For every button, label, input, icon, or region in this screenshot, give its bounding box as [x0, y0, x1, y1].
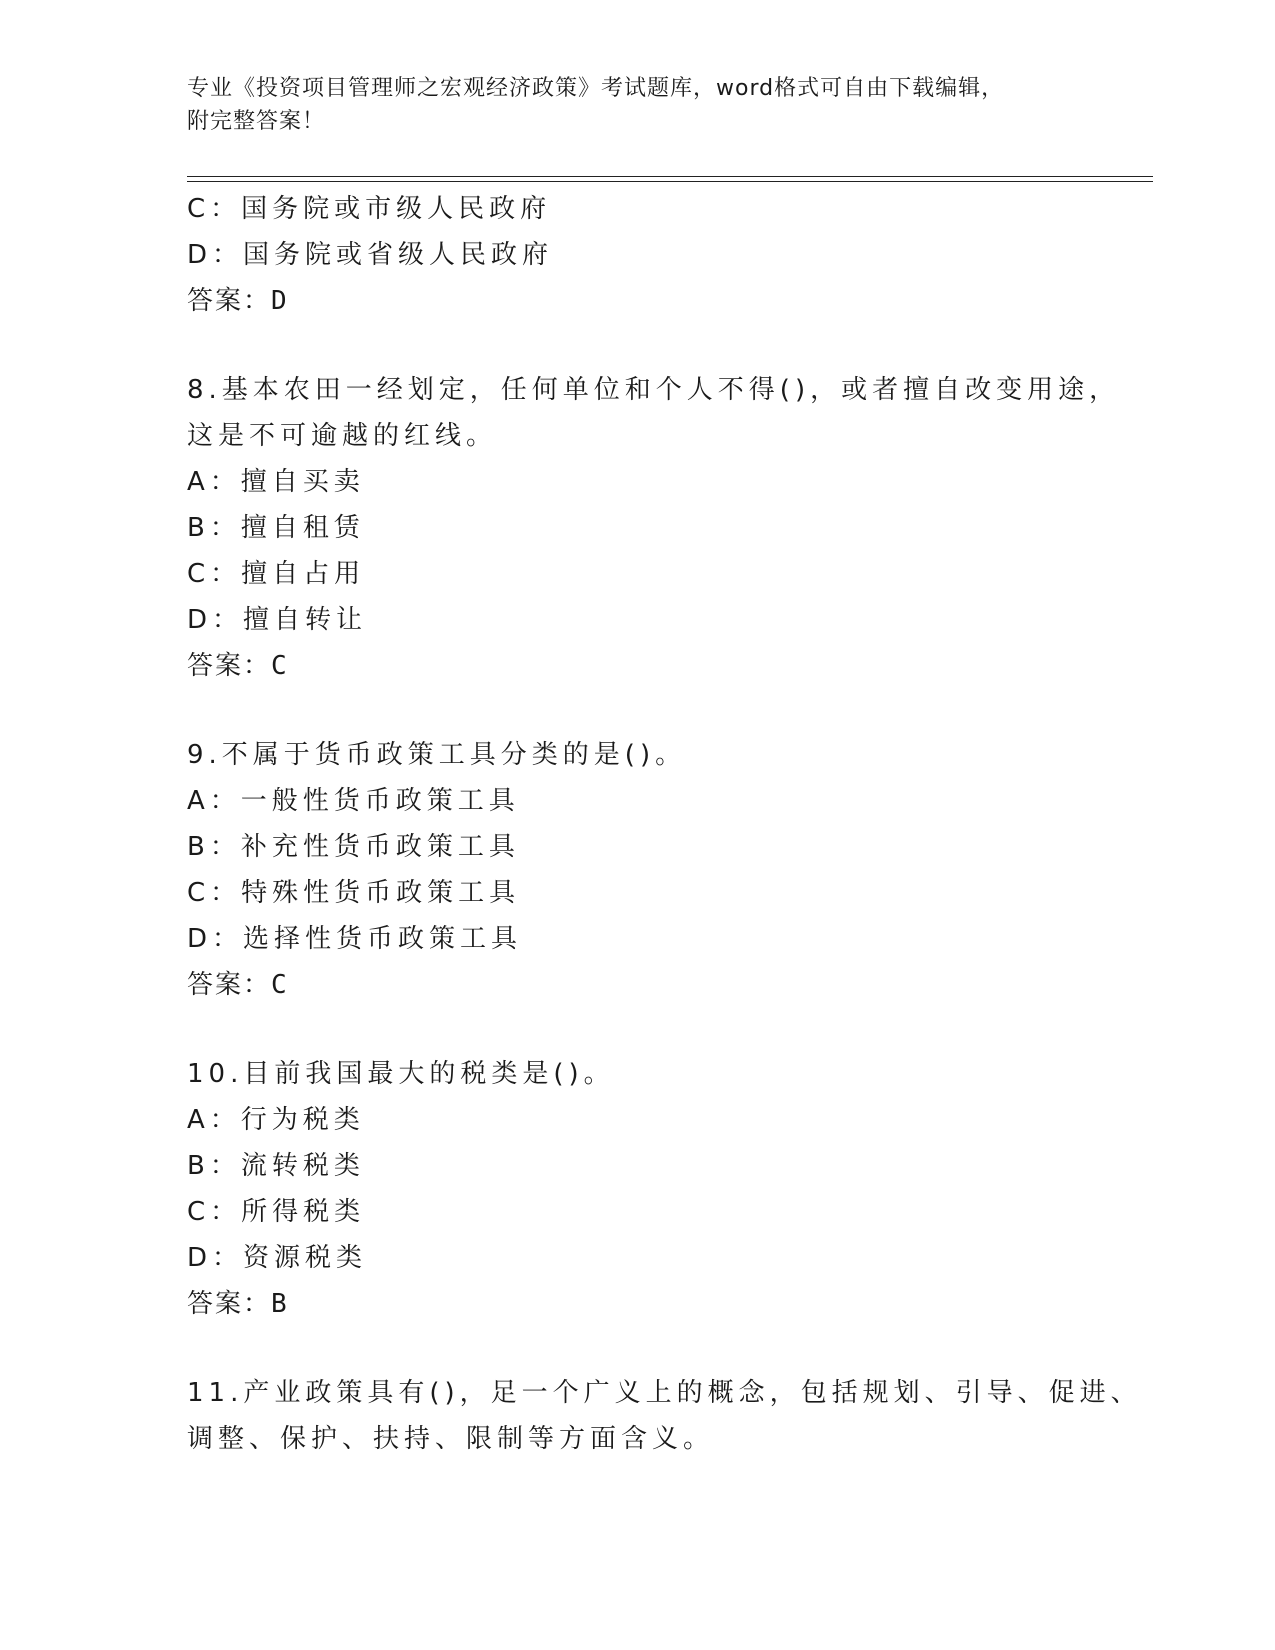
option-a: A：行为税类 [187, 1105, 365, 1135]
option-b: B：补充性货币政策工具 [187, 832, 520, 862]
option-b: B：擅自租赁 [187, 513, 365, 543]
question-text: 8.基本农田一经划定，任何单位和个人不得()，或者擅自改变用途， [187, 375, 1121, 405]
question-text: 10.目前我国最大的税类是()。 [187, 1059, 615, 1089]
answer: 答案：C [187, 970, 289, 1000]
option-c: C：擅自占用 [187, 559, 366, 589]
answer: 答案：D [187, 286, 289, 316]
question-8 [187, 367, 1121, 689]
question-11 [187, 1370, 1142, 1462]
option-b: B：流转税类 [187, 1151, 365, 1181]
document-header [187, 72, 1107, 138]
header-line-2: 附完整答案！ [187, 109, 326, 134]
header-line-1: 专业《投资项目管理师之宏观经济政策》考试题库，word格式可自由下载编辑， [187, 76, 1005, 101]
option-d: D：资源税类 [187, 1243, 368, 1273]
option-c: C：特殊性货币政策工具 [187, 878, 521, 908]
option-d: D：擅自转让 [187, 605, 368, 635]
option-a: A：一般性货币政策工具 [187, 786, 520, 816]
document-body [187, 186, 1142, 1462]
option-d: D：选择性货币政策工具 [187, 924, 523, 954]
question-9 [187, 732, 1087, 1008]
option-c: C：所得税类 [187, 1197, 366, 1227]
question-text-continued: 这是不可逾越的红线。 [187, 421, 498, 451]
answer: 答案：B [187, 1289, 289, 1319]
answer: 答案：C [187, 651, 289, 681]
option-c: C：国务院或市级人民政府 [187, 194, 552, 224]
question-text-continued: 调整、保护、扶持、限制等方面含义。 [187, 1424, 715, 1454]
question-10 [187, 1051, 1087, 1327]
question-text: 11.产业政策具有()，足一个广义上的概念，包括规划、引导、促进、 [187, 1378, 1142, 1408]
option-a: A：擅自买卖 [187, 467, 365, 497]
question-7-tail [187, 186, 1087, 324]
option-d: D：国务院或省级人民政府 [187, 240, 554, 270]
header-rule-top [187, 176, 1153, 177]
header-rule-bottom [187, 181, 1153, 182]
question-text: 9.不属于货币政策工具分类的是()。 [187, 740, 687, 770]
